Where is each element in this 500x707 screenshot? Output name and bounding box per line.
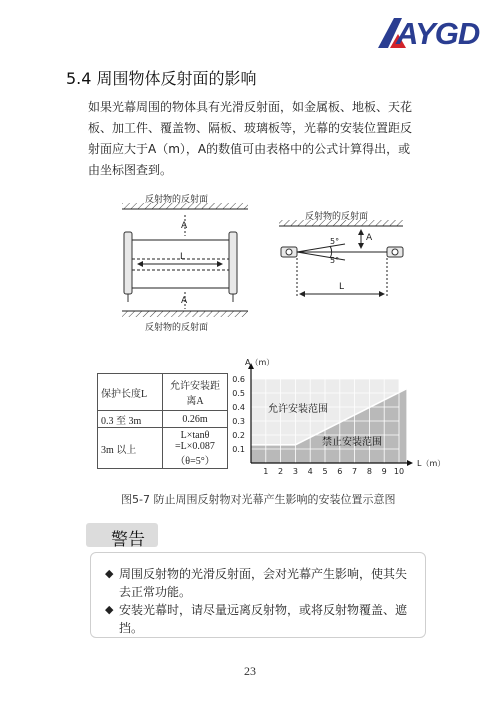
allowed-region-label: 允许安装范围 — [268, 404, 328, 415]
table-cell: 0.26m — [163, 411, 228, 428]
y-tick-label: 0.1 — [232, 445, 245, 454]
left-top-label: 反射物的反射面 — [145, 195, 209, 205]
page-number: 23 — [244, 664, 256, 678]
table-header-distance: 允许安装距离A — [163, 374, 228, 411]
warning-item-text: 安装光幕时，请尽量远离反射物，或将反射物覆盖、遮挡。 — [119, 603, 408, 635]
x-tick-label: 1 — [263, 467, 269, 476]
warning-item — [105, 565, 411, 601]
warning-item — [105, 601, 411, 637]
paragraph-line: 由坐标图查到。 — [88, 163, 173, 177]
logo-text: AYGD — [396, 16, 480, 51]
y-tick-label: 0.4 — [232, 403, 245, 412]
left-l-label: L — [180, 252, 186, 262]
table-cell: 3m 以上 — [98, 428, 163, 469]
formula-line: =L×0.087 — [175, 440, 215, 452]
x-tick-label: 10 — [393, 467, 405, 476]
paragraph-line: 如果光幕周围的物体具有光滑反射面，如金属板、地板、天花 — [88, 100, 413, 114]
right-angle-bottom: 5° — [330, 256, 340, 265]
warning-box — [90, 552, 426, 638]
right-top-label: 反射物的反射面 — [305, 212, 369, 222]
x-tick-label: 5 — [322, 467, 328, 476]
diamond-bullet-icon: ◆ — [105, 603, 114, 616]
right-angle-top: 5° — [330, 237, 340, 246]
x-tick-label: 4 — [307, 467, 313, 476]
table-cell-formula — [163, 428, 228, 469]
y-tick-label: 0.3 — [232, 417, 245, 426]
warning-item-text: 周围反射物的光滑反射面，会对光幕产生影响，使其失去正常功能。 — [119, 567, 408, 599]
figure-caption: 图5-7 防止周围反射物对光幕产生影响的安装位置示意图 — [121, 493, 396, 506]
formula-line: L×tanθ — [180, 429, 210, 441]
emitter-bar — [124, 232, 132, 294]
reflector-surface-bottom — [122, 311, 248, 317]
x-tick-label: 9 — [381, 467, 387, 476]
x-tick-label: 6 — [337, 467, 343, 476]
x-axis-arrow — [407, 460, 413, 466]
left-bottom-label: 反射物的反射面 — [145, 323, 209, 333]
table-header-length: 保护长度L — [98, 374, 163, 411]
x-tick-label: 3 — [292, 467, 298, 476]
x-tick-label: 7 — [352, 467, 358, 476]
formula-line: （θ=5°） — [175, 455, 215, 467]
x-tick-label: 8 — [366, 467, 372, 476]
y-tick-label: 0.2 — [232, 431, 245, 440]
y-tick-label: 0.5 — [232, 389, 245, 398]
paragraph-line: 射面应大于A（m），A的数值可由表格中的公式计算得出，或 — [88, 142, 411, 156]
y-tick-label: 0.6 — [232, 375, 245, 384]
forbidden-region-label: 禁止安装范围 — [322, 437, 382, 448]
diamond-bullet-icon: ◆ — [105, 567, 114, 580]
spec-table — [97, 373, 228, 469]
left-a-label: A — [181, 221, 188, 231]
paragraph-line: 板、加工件、覆盖物、隔板、玻璃板等，光幕的安装位置距反 — [88, 121, 413, 135]
distance-chart — [232, 358, 445, 476]
left-a-label-bottom: A — [181, 296, 188, 306]
section-title: 5.4 周围物体反射面的影响 — [66, 69, 257, 88]
y-axis-label: A（m） — [245, 358, 275, 367]
warning-label: 警告 — [111, 530, 145, 550]
receiver-bar — [229, 232, 237, 294]
right-l-label: L — [339, 282, 345, 292]
table-cell: 0.3 至 3m — [98, 411, 163, 428]
right-a-label: A — [366, 233, 373, 243]
x-axis-label: L（m） — [417, 459, 446, 468]
x-tick-label: 2 — [278, 467, 284, 476]
